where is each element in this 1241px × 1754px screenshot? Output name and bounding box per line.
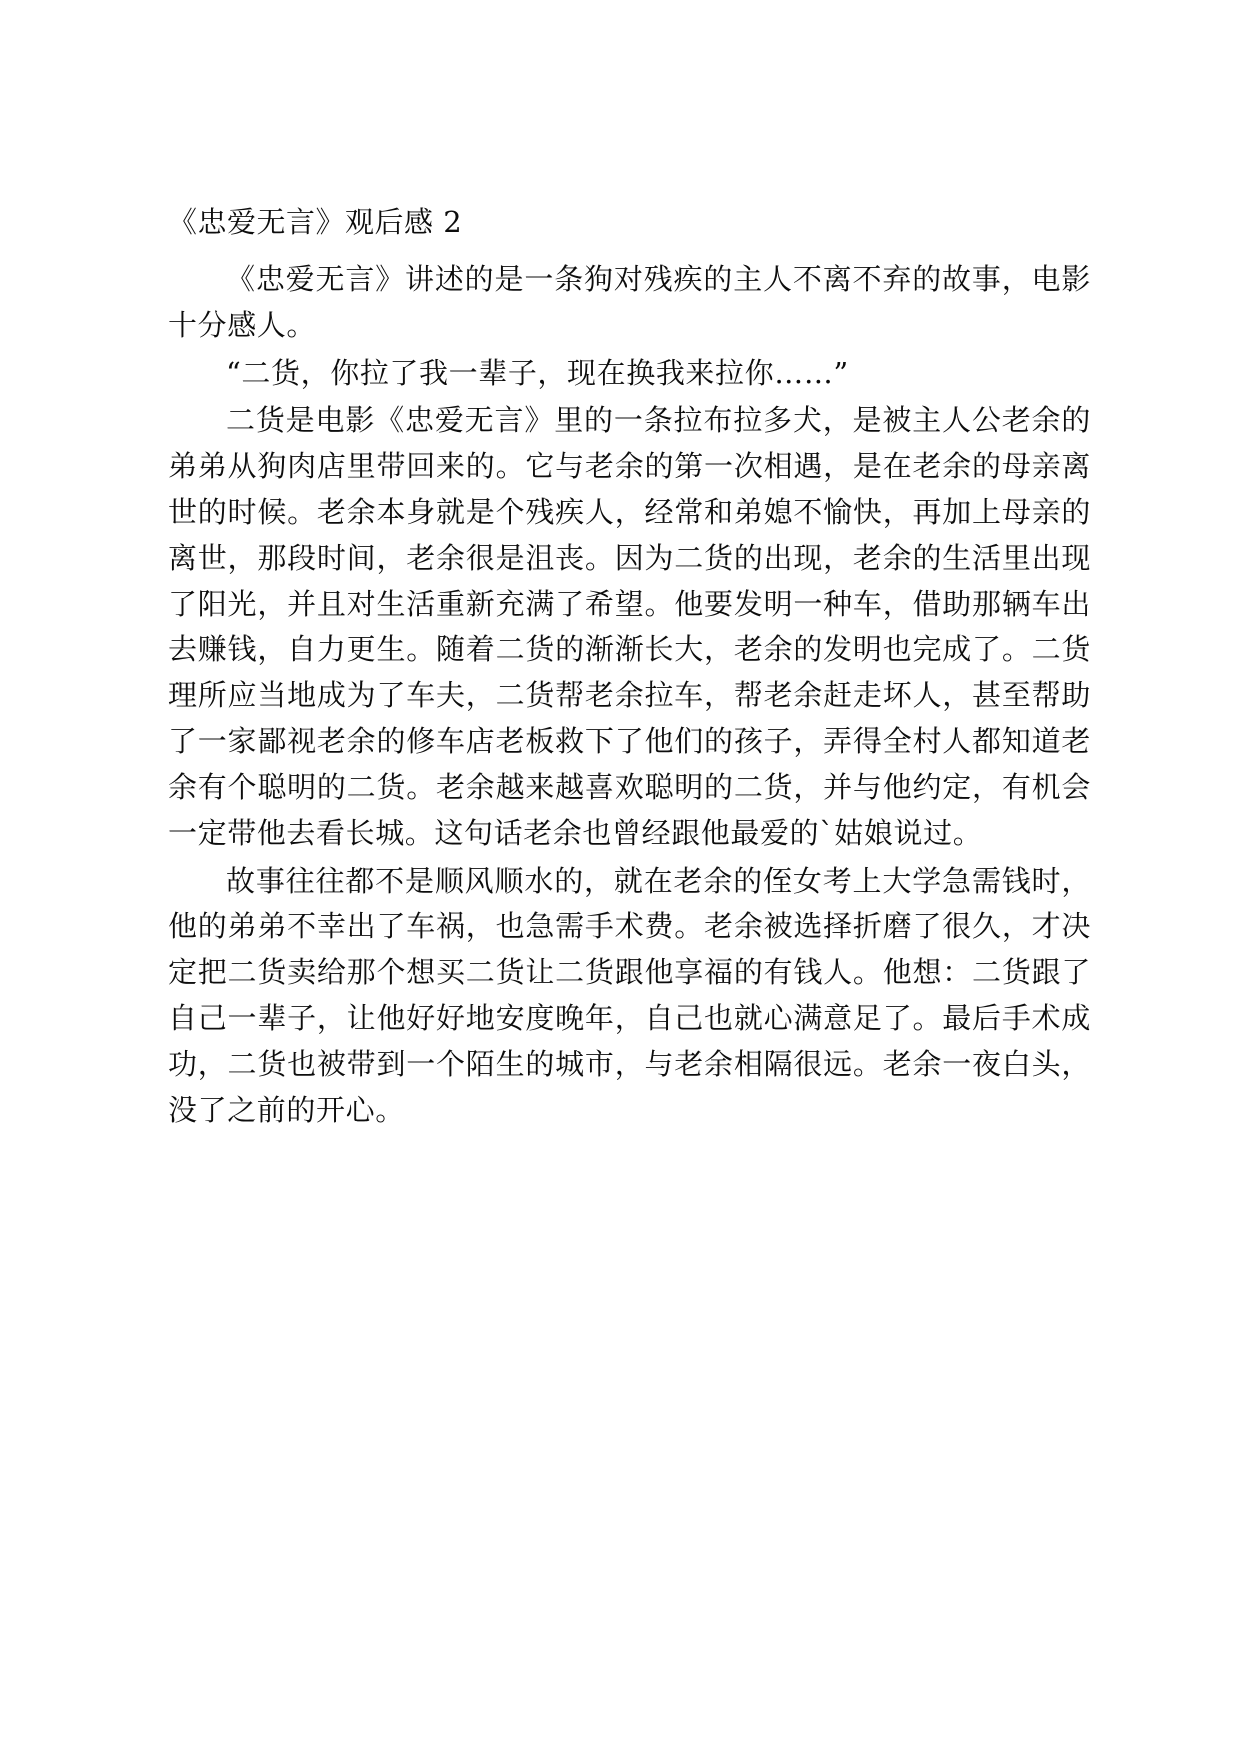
page-title: 《忠爱无言》观后感 2 bbox=[168, 205, 463, 239]
paragraph-1: 《忠爱无言》讲述的是一条狗对残疾的主人不离不弃的故事，电影十分感人。 bbox=[168, 261, 1091, 342]
paragraph-4: 故事往往都不是顺风顺水的，就在老余的侄女考上大学急需钱时，他的弟弟不幸出了车祸，也急需手术费。老余被选择折磨了很久，才决定把二货卖给那个想买二货让二货跟他享福的有钱人。他想：二货跟了自己一辈子，让他好好地安度晚年，自己也就心满意足了。最后手术成功，二货也被带到一个陌生的城市，与老余相隔很远。老余一夜白头，没了之前的开心。 bbox=[168, 863, 1091, 1127]
paragraph-3: 二货是电影《忠爱无言》里的一条拉布拉多犬，是被主人公老余的弟弟从狗肉店里带回来的。它与老余的第一次相遇，是在老余的母亲离世的时候。老余本身就是个残疾人，经常和弟媳不愉快，再加上母亲的离世，那段时间，老余很是沮丧。因为二货的出现，老余的生活里出现了阳光，并且对生活重新充满了希望。他要发明一种车，借助那辆车出去赚钱，自力更生。随着二货的渐渐长大，老余的发明也完成了。二货理所应当地成为了车夫，二货帮老余拉车，帮老余赶走坏人，甚至帮助了一家鄙视老余的修车店老板救下了他们的孩子，弄得全村人都知道老余有个聪明的二货。老余越来越喜欢聪明的二货，并与他约定，有机会一定带他去看长城。这句话老余也曾经跟他最爱的`姑娘说过。 bbox=[168, 403, 1091, 850]
paragraph-2-quote: “二货，你拉了我一辈子，现在换我来拉你……” bbox=[226, 355, 849, 390]
